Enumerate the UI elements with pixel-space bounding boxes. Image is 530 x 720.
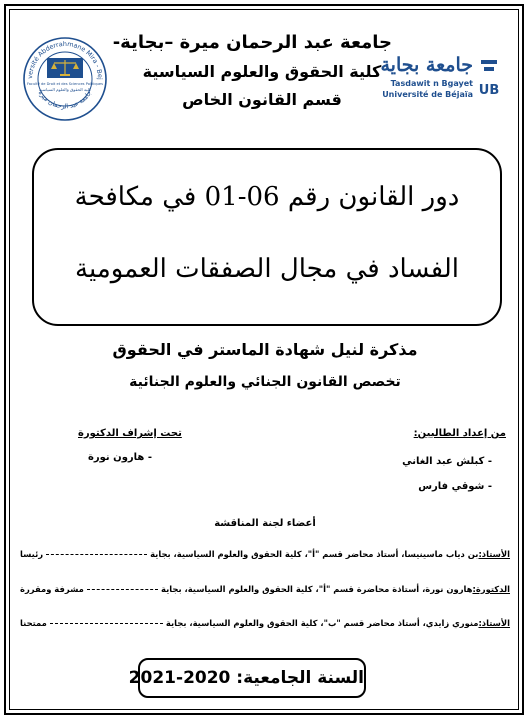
institution-header [112,28,392,114]
supervisor-label: تحت إشراف الدكتورة [78,428,182,439]
seal-text-top: versité Abderrahmane Mira - Bej [25,39,105,80]
academic-year: السنة الجامعية: 2020-2021 [138,658,366,698]
committee-member-row [20,618,510,628]
logo-latin-name-2: Université de Béjaïa [382,90,473,99]
svg-text:جامعة عبد الرحمان ميرة [37,89,94,110]
committee-title: أعضاء لجنة المناقشة [214,518,316,529]
member-description: هارون نورة، أستاذة محاضرة قسم "أ"، كلية الحقوق والعلوم السياسية، بجاية [161,584,473,594]
logo-latin-name-1: Tasdawit n Bgayet [390,79,473,88]
dotted-leader [87,589,158,590]
committee-member-row [20,584,510,594]
university-seal [22,36,108,122]
seal-text-bottom: جامعة عبد الرحمان ميرة [36,89,94,111]
thesis-title-line-2: الفساد في مجال الصفقات العمومية [75,254,459,284]
member-description: بن دياب ماسينيسا، أستاذ محاضر قسم "أ"، كلية الحقوق والعلوم السياسية، بجاية [150,549,479,559]
university-seal-icon [22,36,108,122]
scales-icon [47,58,83,78]
faculty-name: كلية الحقوق والعلوم السياسية [142,62,382,81]
university-logo [380,54,501,106]
university-name: جامعة عبد الرحمان ميرة –بجاية- [112,32,392,53]
supervisor-name: - هارون نورة [88,452,152,463]
logo-arabic-name: جامعة بجاية [380,54,473,76]
student-name: - شوقي فارس [418,481,492,492]
dotted-leader [46,554,147,555]
member-title: الأستاذ: [478,618,510,628]
member-role: رئيسا [20,549,44,559]
thesis-title-line-1: دور القانون رقم 06-01 في مكافحة [74,182,460,212]
ub-mark-icon [477,58,501,102]
department-name: قسم القانون الخاص [182,90,342,109]
dotted-leader [50,623,163,624]
thesis-title-box [32,148,502,326]
seal-inner-line1: Faculté de Droit et des Sciences Politiques [26,82,104,86]
member-role: ممتحنا [20,618,47,628]
member-title: الدكتورة: [472,584,510,594]
specialization: تخصص القانون الجنائي والعلوم الجنائية [129,374,401,390]
member-title: الأستاذ: [478,549,510,559]
degree-statement: مذكرة لنيل شهادة الماستر في الحقوق [112,340,418,359]
student-name: - كبلش عبد الغاني [402,456,492,467]
seal-inner-line2: كلية الحقوق والعلوم السياسية [39,87,91,92]
member-role: مشرفة ومقررة [20,584,84,594]
students-label: من إعداد الطالبين: [413,428,506,439]
committee-member-row [20,549,510,559]
member-description: منوري زايدي، أستاذ محاضر قسم "ب"، كلية الحقوق والعلوم السياسية، بجاية [165,618,479,628]
ub-mark-letters: UB [478,83,500,98]
